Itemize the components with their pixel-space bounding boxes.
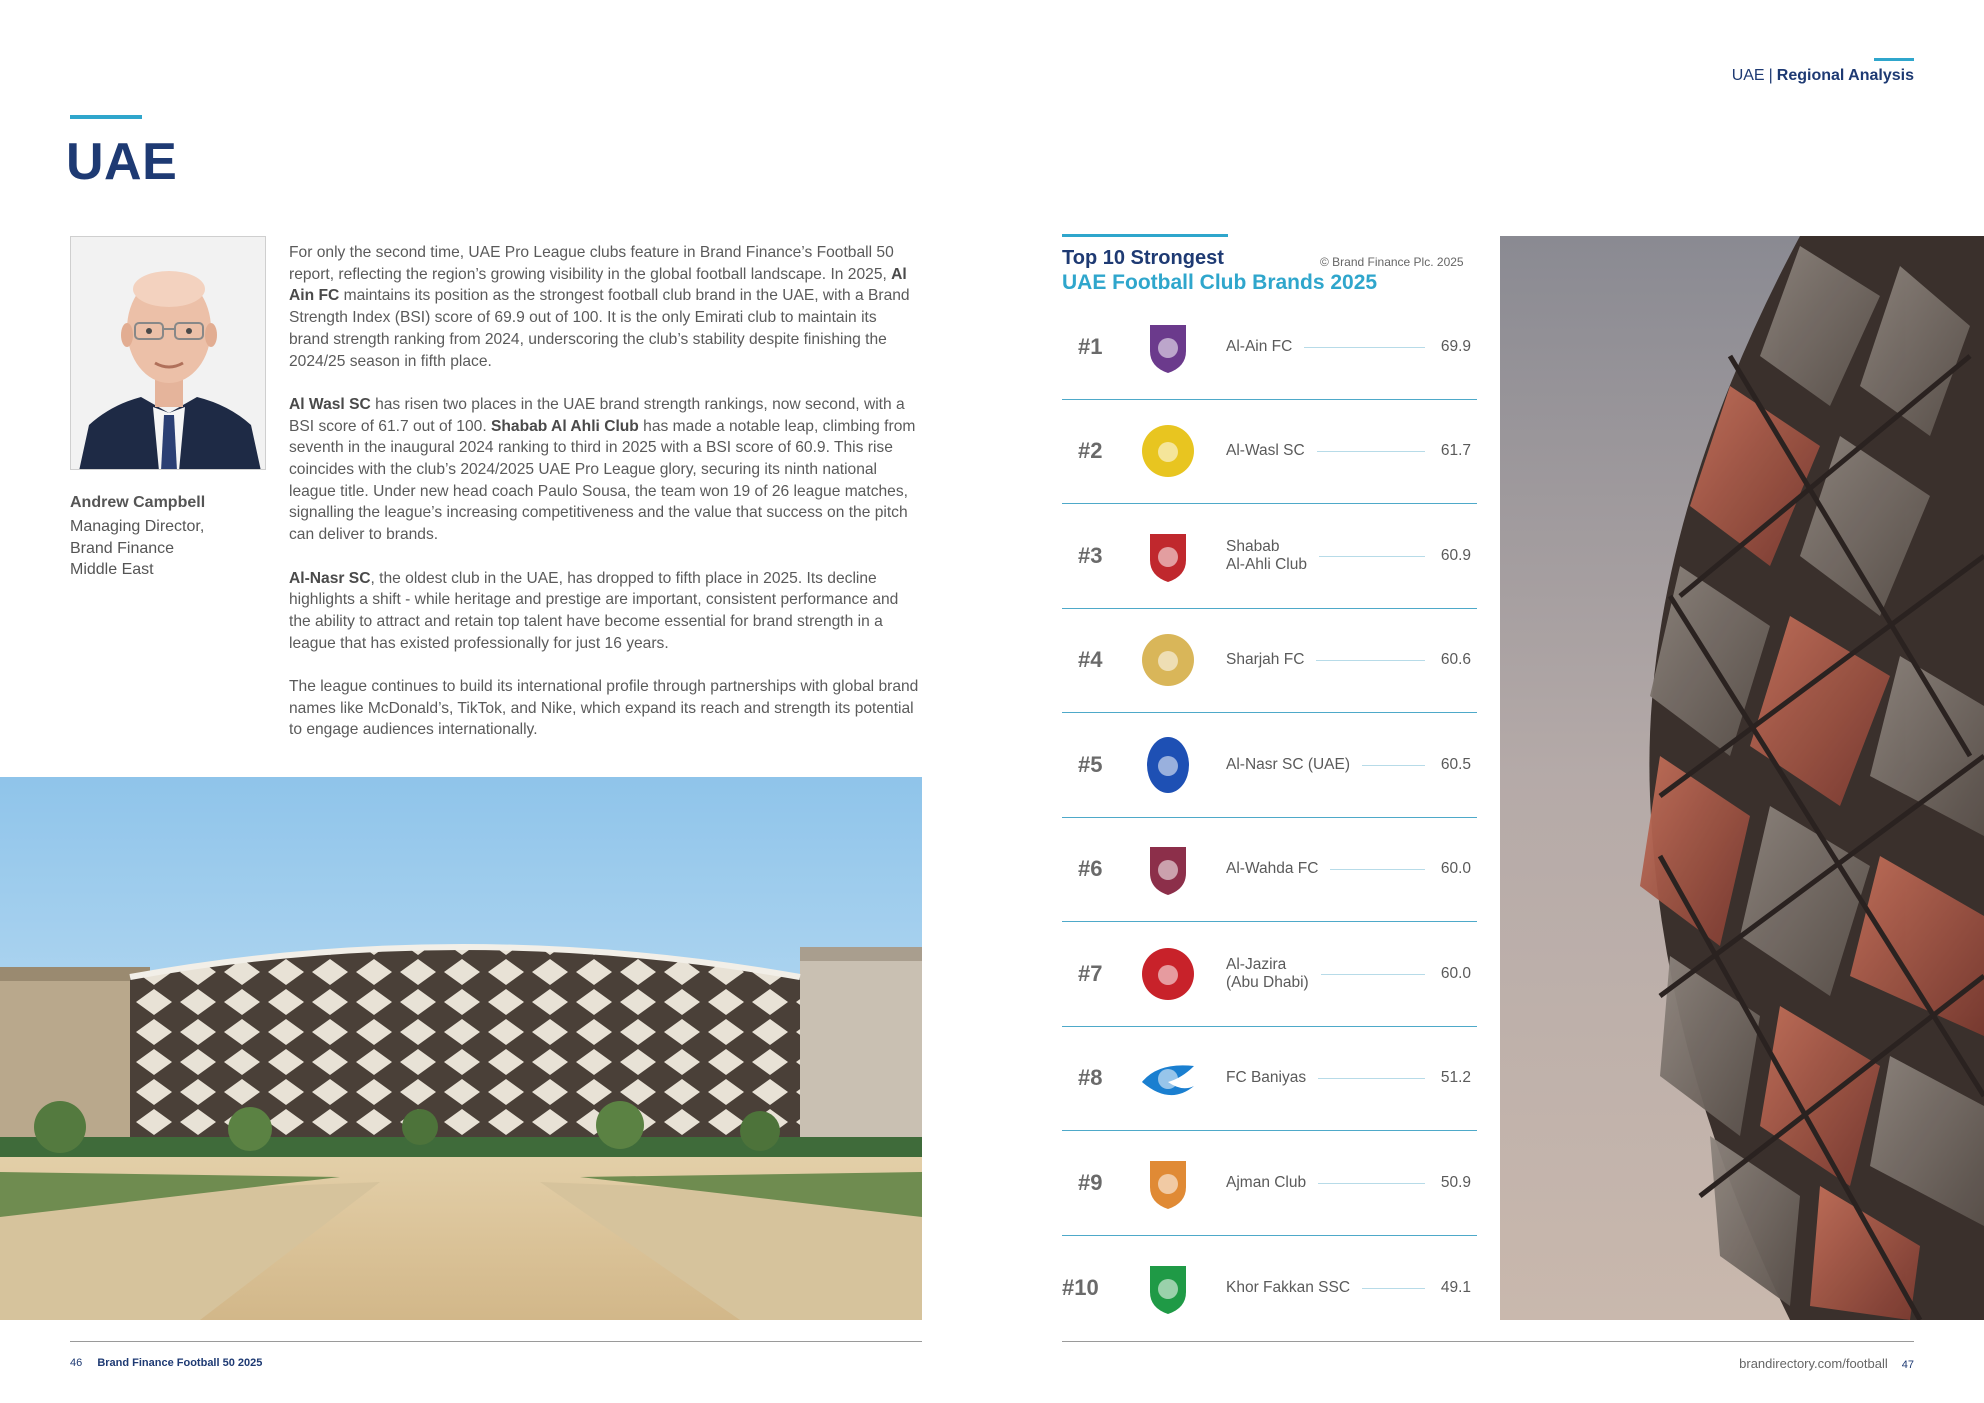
person-role: [70, 516, 250, 581]
header-separator: |: [1768, 67, 1773, 84]
footer-divider: [70, 1341, 922, 1342]
building-photo: [1500, 236, 1984, 1320]
paragraph-text: For only the second time, UAE Pro League clubs feature in Brand Finance’s Football 50 report, reflecting the region’s growing visibility in the global football landscape. In 2025,: [289, 244, 894, 283]
club-name: Khor Fakkan SSC: [1226, 1278, 1351, 1296]
stadium-photo: [0, 777, 922, 1320]
leader-line: [1330, 869, 1425, 870]
page-number: 47: [1901, 1359, 1914, 1371]
leader-line: [1318, 1183, 1425, 1184]
paragraph-text: has risen two places in the UAE brand strength rankings, now second, with a BSI score of 61.7 out of 100.: [289, 395, 905, 435]
portrait-photo: [70, 236, 266, 470]
article-paragraph: [289, 242, 919, 372]
bsi-score: 61.7: [1440, 442, 1471, 460]
section-header: [1732, 67, 1914, 85]
club-name: Al-Wasl SC: [1226, 442, 1305, 460]
rank-number: #3: [1078, 542, 1103, 568]
leader-line: [1317, 451, 1425, 452]
rank-number: #1: [1078, 333, 1103, 359]
website-link[interactable]: brandirectory.com/football: [1739, 1356, 1888, 1371]
leader-line: [1321, 974, 1425, 975]
rank-number: #6: [1078, 856, 1103, 882]
article-paragraph: [289, 676, 919, 741]
leader-line: [1316, 660, 1425, 661]
section-name: UAE: [1731, 67, 1765, 84]
ranking-row: [1062, 504, 1477, 609]
ranking-row: [1062, 1131, 1477, 1236]
ranking-row: [1062, 609, 1477, 714]
al-nasr-crest-icon: [1138, 735, 1198, 795]
club-name-highlight: Shabab Al Ahli Club: [490, 417, 639, 435]
club-name: Sharjah FC: [1226, 651, 1305, 669]
khor-fakkan-crest-icon: [1138, 1258, 1198, 1318]
bsi-score: 49.1: [1440, 1278, 1471, 1296]
bsi-score: 51.2: [1440, 1069, 1471, 1087]
ranking-row: [1062, 1236, 1477, 1341]
ranking-row: [1062, 1027, 1477, 1132]
ranking-row: [1062, 295, 1477, 400]
page-number: 46: [70, 1357, 83, 1369]
rank-number: #2: [1078, 438, 1103, 464]
al-wasl-crest-icon: [1138, 421, 1198, 481]
article-paragraph: [289, 568, 919, 655]
ranking-row: [1062, 713, 1477, 818]
title-accent-bar: [70, 115, 142, 119]
header-accent-bar: [1874, 58, 1914, 61]
bsi-score: 60.0: [1440, 964, 1471, 982]
leader-line: [1304, 347, 1425, 348]
paragraph-text: The league continues to build its international profile through partnerships with global brand names like McDonald’s, TikTok, and Nike, which expand its reach and strength its potential to engage audiences internationally.: [289, 678, 919, 739]
al-jazira-crest-icon: [1138, 944, 1198, 1004]
leader-line: [1362, 1288, 1425, 1289]
ranking-row: [1062, 400, 1477, 505]
subsection-name: Regional Analysis: [1776, 67, 1914, 84]
rank-number: #5: [1078, 751, 1103, 777]
leader-line: [1362, 765, 1425, 766]
bsi-score: 69.9: [1440, 337, 1471, 355]
club-name: Al-Jazira (Abu Dhabi): [1226, 955, 1309, 991]
ranking-row: [1062, 818, 1477, 923]
leader-line: [1318, 1078, 1425, 1079]
ajman-crest-icon: [1138, 1153, 1198, 1213]
copyright-note: © Brand Finance Plc. 2025: [1320, 255, 1464, 269]
club-name: Al-Ain FC: [1226, 337, 1293, 355]
rank-number: #4: [1078, 647, 1103, 673]
bsi-score: 60.6: [1440, 651, 1471, 669]
bsi-score: 50.9: [1440, 1173, 1471, 1191]
sharjah-crest-icon: [1138, 630, 1198, 690]
club-name-highlight: Al Wasl SC: [289, 395, 371, 413]
club-name: FC Baniyas: [1226, 1069, 1307, 1087]
footer-right: [1739, 1356, 1914, 1371]
ranking-table: [1062, 295, 1477, 1320]
club-name: Ajman Club: [1226, 1173, 1307, 1191]
rank-number: #10: [1062, 1274, 1099, 1300]
al-wahda-crest-icon: [1138, 839, 1198, 899]
rank-number: #7: [1078, 960, 1103, 986]
paragraph-text: maintains its position as the strongest football club brand in the UAE, with a Brand Strength Index (BSI) score of 69.9 out of 100. It is the only Emirati club to maintain its brand strength ranking from 2024, underscoring the club’s stability despite finishing the 2024/25 season in fifth place.: [289, 287, 910, 370]
ranking-row: [1062, 922, 1477, 1027]
baniyas-crest-icon: [1138, 1048, 1198, 1108]
person-role-line: Managing Director,: [70, 518, 205, 535]
club-name: Shabab Al-Ahli Club: [1226, 537, 1307, 573]
club-name-highlight: Al-Nasr SC: [289, 569, 371, 587]
rank-number: #8: [1078, 1065, 1103, 1091]
paragraph-text: , the oldest club in the UAE, has dropped to fifth place in 2025. Its decline highlights a shift - while heritage and prestige are important, consistent performance and the ability to attract and retain top talent have become essential for brand strength in a league that has existed professionally for just 16 years.: [289, 569, 899, 652]
page-title: UAE: [66, 133, 178, 191]
paragraph-text: has made a notable leap, climbing from seventh in the inaugural 2024 ranking to third in 2025 with a BSI score of 60.9. This rise coincides with the club’s 2024/2025 UAE Pro League glory, securing its ninth national league title. Under new head coach Paulo Sousa, the team won 19 of 26 league matches, signalling the league’s increasing competitiveness and the value that success on the pitch can deliver to brands.: [289, 417, 916, 544]
shabab-al-ahli-crest-icon: [1138, 526, 1198, 586]
bsi-score: 60.0: [1440, 860, 1471, 878]
club-name: Al-Wahda FC: [1226, 860, 1319, 878]
person-role-line: Middle East: [70, 561, 154, 578]
person-role-line: Brand Finance: [70, 539, 175, 557]
rank-number: #9: [1078, 1169, 1103, 1195]
article-body: [289, 242, 919, 763]
club-name-highlight: Al Ain FC: [289, 265, 907, 305]
footer-left: [70, 1357, 262, 1369]
article-paragraph: [289, 394, 919, 546]
footer-divider: [1062, 1341, 1914, 1342]
al-ain-crest-icon: [1138, 317, 1198, 377]
club-name: Al-Nasr SC (UAE): [1226, 755, 1351, 773]
table-subtitle: UAE Football Club Brands 2025: [1062, 271, 1378, 294]
leader-line: [1319, 556, 1425, 557]
person-name: Andrew Campbell: [70, 494, 206, 511]
table-title: Top 10 Strongest: [1062, 247, 1224, 269]
bsi-score: 60.9: [1440, 546, 1471, 564]
table-accent-bar: [1062, 234, 1228, 237]
publication-name: Brand Finance Football 50 2025: [97, 1357, 263, 1369]
bsi-score: 60.5: [1440, 755, 1471, 773]
